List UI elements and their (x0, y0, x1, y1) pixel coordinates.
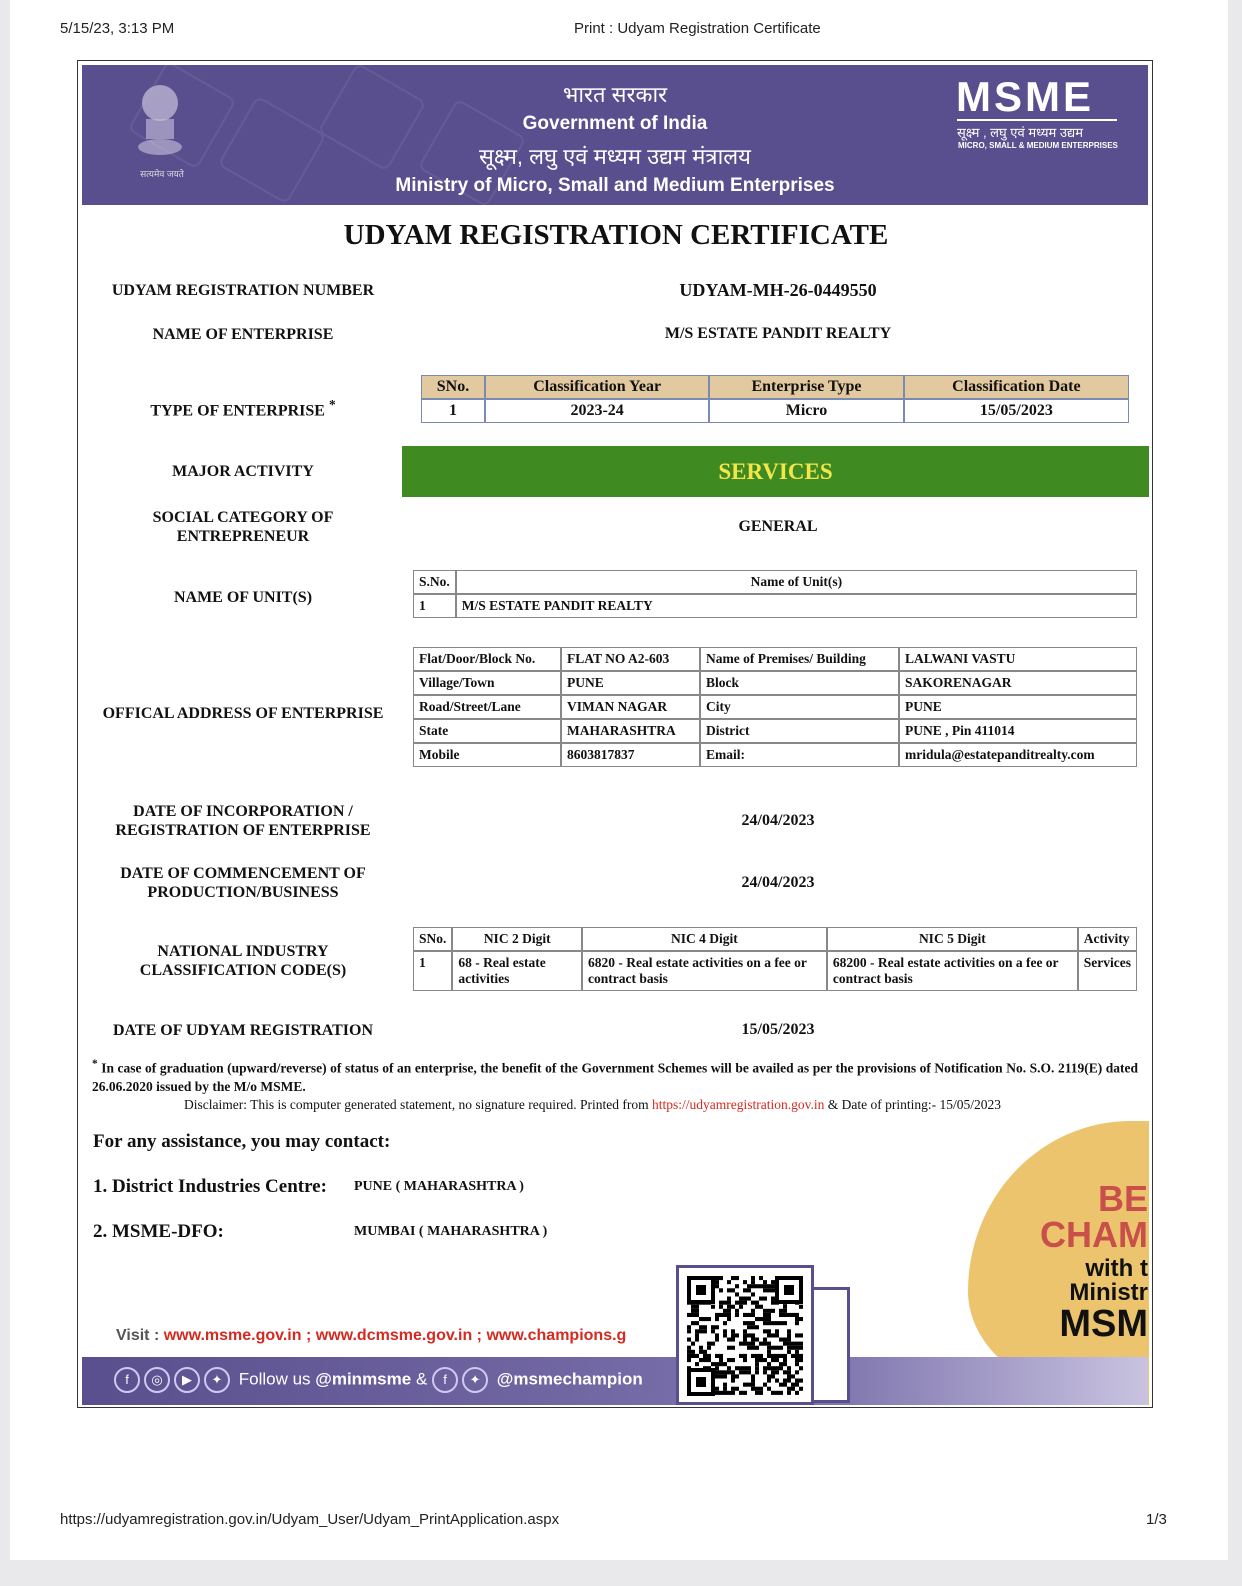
ministry-name: Ministry of Micro, Small and Medium Enterprises (395, 175, 835, 196)
type-label: TYPE OF ENTERPRISE * (150, 397, 336, 420)
emblem-motto: सत्यमेव जयते (140, 169, 184, 179)
commencement-label: DATE OF COMMENCEMENT OF PRODUCTION/BUSINESS (120, 865, 366, 901)
udyam-link[interactable]: https://udyamregistration.gov.in (652, 1097, 825, 1112)
address-cell: 8603817837 (561, 743, 700, 767)
address-cell: PUNE (561, 671, 700, 695)
print-url: https://udyamregistration.gov.in/Udyam_User/Udyam_PrintApplication.aspx (60, 1511, 560, 1528)
incorporation-label: DATE OF INCORPORATION / REGISTRATION OF ENTERPRISE (115, 803, 371, 839)
twitter-icon[interactable]: ✦ (462, 1367, 488, 1393)
address-row (413, 743, 1137, 767)
address-cell: Email: (700, 743, 899, 767)
address-cell: Name of Premises/ Building (700, 647, 899, 671)
instagram-icon[interactable]: ◎ (144, 1367, 170, 1393)
address-cell: FLAT NO A2-603 (561, 647, 700, 671)
table-row: 1 M/S ESTATE PANDIT REALTY (413, 594, 1137, 618)
table-row: 1 2023-24 Micro 15/05/2023 (421, 399, 1129, 423)
table-row: 1 68 - Real estate activities 6820 - Real estate activities on a fee or contract basis 68200 - Real estate activities on a fee or contract basis Services (413, 951, 1137, 991)
major-activity: SERVICES (402, 446, 1149, 497)
address-cell: Block (700, 671, 899, 695)
facebook-icon[interactable]: f (114, 1367, 140, 1393)
address-cell: Village/Town (413, 671, 561, 695)
visit-links: Visit : www.msme.gov.in ; www.dcmsme.gov.in ; www.champions.g (116, 1327, 627, 1344)
certificate (77, 60, 1153, 1408)
address-cell: MAHARASHTRA (561, 719, 700, 743)
reg-no-label: UDYAM REGISTRATION NUMBER (111, 282, 375, 299)
commencement-date: 24/04/2023 (741, 874, 815, 891)
print-title: Print : Udyam Registration Certificate (574, 20, 821, 37)
address-row (413, 671, 1137, 695)
address-cell: SAKORENAGAR (899, 671, 1137, 695)
activity-label: MAJOR ACTIVITY (172, 463, 314, 480)
address-table (413, 647, 1137, 767)
msme-logo-hindi: सूक्ष्म , लघु एवं मध्यम उद्यम (957, 119, 1117, 141)
address-cell: PUNE , Pin 411014 (899, 719, 1137, 743)
nic-table: SNo. NIC 2 Digit NIC 4 Digit NIC 5 Digit Activity 1 68 - Real estate activities 6820 - Real estate activities on a fee or contract basis 68200 - Real estate activities on a fee or contract basis Services (413, 927, 1137, 991)
graduation-note: * In case of graduation (upward/reverse) of status of an enterprise, the benefit of the Government Schemes will be availed as per the provisions of Notification No. S.O. 2119(E) dated 26.06.2020 issued by the M/o MSME. (92, 1058, 1138, 1094)
classification-table: SNo. Classification Year Enterprise Type Classification Date 1 2023-24 Micro 15/05/2023 (421, 375, 1129, 423)
incorporation-date: 24/04/2023 (741, 812, 815, 829)
address-cell: Road/Street/Lane (413, 695, 561, 719)
page-number: 1/3 (1146, 1511, 1167, 1528)
address-cell: LALWANI VASTU (899, 647, 1137, 671)
units-table: S.No. Name of Unit(s) 1 M/S ESTATE PANDIT REALTY (413, 570, 1137, 618)
address-row (413, 719, 1137, 743)
units-label: NAME OF UNIT(S) (173, 589, 313, 606)
print-datetime: 5/15/23, 3:13 PM (60, 20, 175, 37)
print-page (10, 0, 1228, 1560)
dic-value: PUNE ( MAHARASHTRA ) (354, 1179, 524, 1194)
address-cell: PUNE (899, 695, 1137, 719)
dfo-label: 2. MSME-DFO: (93, 1221, 224, 1242)
disclaimer: Disclaimer: This is computer generated statement, no signature required. Printed from https://udyamregistration.gov.in & Date of printing:- 15/05/2023 (184, 1097, 1001, 1112)
address-cell: City (700, 695, 899, 719)
msme-logo: MSME (956, 73, 1094, 120)
contact-heading: For any assistance, you may contact: (93, 1131, 391, 1152)
address-row (413, 647, 1137, 671)
udyam-date: 15/05/2023 (741, 1021, 815, 1038)
social-label: SOCIAL CATEGORY OF ENTREPRENEUR (152, 509, 334, 545)
facebook-icon[interactable]: f (432, 1367, 458, 1393)
address-cell: mridula@estatepanditrealty.com (899, 743, 1137, 767)
dic-label: 1. District Industries Centre: (93, 1176, 327, 1197)
address-label: OFFICAL ADDRESS OF ENTERPRISE (102, 705, 384, 722)
name-label: NAME OF ENTERPRISE (152, 326, 334, 343)
twitter-icon[interactable]: ✦ (204, 1367, 230, 1393)
social-category: GENERAL (738, 518, 818, 535)
address-cell: Flat/Door/Block No. (413, 647, 561, 671)
enterprise-name: M/S ESTATE PANDIT REALTY (664, 325, 892, 342)
msme-logo-sub: MICRO, SMALL & MEDIUM ENTERPRISES (958, 141, 1118, 150)
address-row (413, 695, 1137, 719)
youtube-icon[interactable]: ▶ (174, 1367, 200, 1393)
hindi-ministry: सूक्ष्म, लघु एवं मध्यम उद्यम मंत्रालय (479, 144, 751, 169)
address-cell: District (700, 719, 899, 743)
champions-text: BE CHAM with t Ministr MSM (1040, 1178, 1148, 1345)
nic-label: NATIONAL INDUSTRY CLASSIFICATION CODE(S) (139, 943, 347, 979)
gov-of-india: Government of India (522, 113, 708, 134)
address-cell: State (413, 719, 561, 743)
qr-code (676, 1265, 814, 1405)
hindi-gov: भारत सरकार (562, 82, 668, 107)
dfo-value: MUMBAI ( MAHARASHTRA ) (354, 1224, 548, 1239)
certificate-title: UDYAM REGISTRATION CERTIFICATE (343, 219, 889, 251)
gov-banner (82, 65, 1148, 205)
address-cell: VIMAN NAGAR (561, 695, 700, 719)
address-cell: Mobile (413, 743, 561, 767)
udyam-date-label: DATE OF UDYAM REGISTRATION (112, 1022, 374, 1039)
social-footer: f ◎ ▶ ✦ Follow us @minmsme & f ✦ @msmechampion (82, 1357, 1148, 1405)
reg-no: UDYAM-MH-26-0449550 (679, 280, 877, 300)
